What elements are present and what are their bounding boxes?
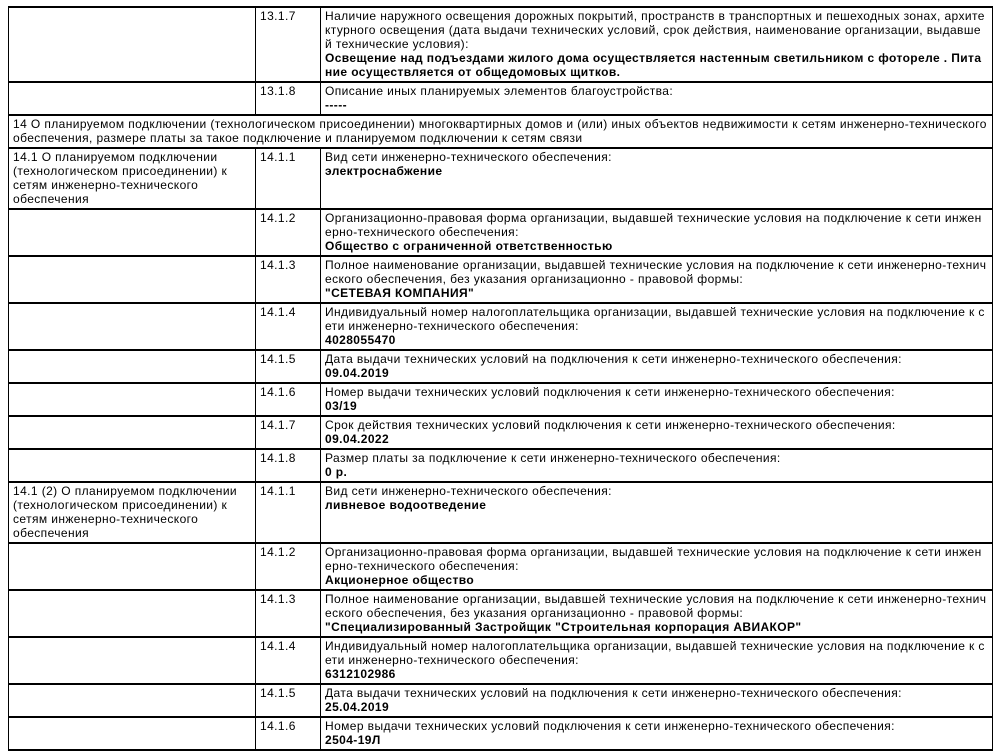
group-label-cell <box>9 684 256 717</box>
field-label: Вид сети инженерно-технического обеспечения: <box>325 484 612 498</box>
group-label-cell: 14.1 О планируемом подключении (технологическом присоединении) к сетям инженерно-технического обеспечения <box>9 148 256 209</box>
field-label: Полное наименование организации, выдавшей технические условия на подключение к сети инженерно-технического обеспечения, без указания организационно - правовой формы: <box>325 258 987 286</box>
item-content-cell <box>321 637 993 684</box>
group-label-cell <box>9 350 256 383</box>
item-content-cell <box>321 148 993 209</box>
table-row <box>9 637 993 684</box>
table-row <box>9 350 993 383</box>
field-value: 6312102986 <box>325 667 396 681</box>
table-row <box>9 148 993 209</box>
field-value: 2504-19Л <box>325 733 381 747</box>
field-label: Организационно-правовая форма организации, выдавшей технические условия на подключение к сети инженерно-технического обеспечения: <box>325 211 982 239</box>
declaration-table <box>8 6 993 751</box>
field-value: 03/19 <box>325 399 358 413</box>
field-label: Полное наименование организации, выдавшей технические условия на подключение к сети инженерно-технического обеспечения, без указания организационно - правовой формы: <box>325 592 987 620</box>
item-content-cell <box>321 350 993 383</box>
item-content-cell <box>321 482 993 543</box>
group-label-cell <box>9 303 256 350</box>
item-number-cell: 13.1.8 <box>256 82 321 115</box>
field-value: "Специализированный Застройщик "Строительная корпорация АВИАКОР" <box>325 620 802 634</box>
project-declaration-document <box>0 6 1000 747</box>
field-label: Наличие наружного освещения дорожных покрытий, пространств в транспортных и пешеходных зонах, архитектурного освещения (дата выдачи технических условий, срок действия, наименование организации, выдавшей технические условия): <box>325 9 985 51</box>
table-row <box>9 717 993 750</box>
group-label-cell <box>9 416 256 449</box>
item-number-cell: 14.1.4 <box>256 637 321 684</box>
field-value: 0 р. <box>325 465 348 479</box>
field-value: 4028055470 <box>325 333 396 347</box>
group-label-cell <box>9 449 256 482</box>
item-content-cell <box>321 256 993 303</box>
group-label-cell <box>9 82 256 115</box>
field-value: Общество с ограниченной ответственностью <box>325 239 613 253</box>
table-row <box>9 7 993 82</box>
item-number-cell: 14.1.5 <box>256 350 321 383</box>
item-content-cell <box>321 7 993 82</box>
item-number-cell: 14.1.7 <box>256 416 321 449</box>
field-label: Дата выдачи технических условий на подключения к сети инженерно-технического обеспечения: <box>325 352 902 366</box>
item-number-cell: 14.1.6 <box>256 717 321 750</box>
item-content-cell <box>321 416 993 449</box>
item-number-cell: 14.1.5 <box>256 684 321 717</box>
group-label-cell <box>9 717 256 750</box>
field-label: Индивидуальный номер налогоплательщика организации, выдавшей технические условия на подключение к сети инженерно-технического обеспечения: <box>325 639 985 667</box>
item-number-cell: 14.1.2 <box>256 543 321 590</box>
group-label-cell <box>9 590 256 637</box>
item-number-cell: 14.1.2 <box>256 209 321 256</box>
section-header-row <box>9 115 993 148</box>
item-content-cell <box>321 543 993 590</box>
item-content-cell <box>321 303 993 350</box>
field-label: Срок действия технических условий подключения к сети инженерно-технического обеспечения: <box>325 418 896 432</box>
table-row <box>9 383 993 416</box>
field-value: 09.04.2022 <box>325 432 390 446</box>
table-row <box>9 543 993 590</box>
table-row <box>9 209 993 256</box>
item-content-cell <box>321 590 993 637</box>
item-number-cell: 14.1.1 <box>256 148 321 209</box>
declaration-table-body <box>9 7 993 750</box>
group-label-cell <box>9 256 256 303</box>
table-row <box>9 482 993 543</box>
item-number-cell: 14.1.6 <box>256 383 321 416</box>
item-content-cell <box>321 82 993 115</box>
field-label: Индивидуальный номер налогоплательщика организации, выдавшей технические условия на подключение к сети инженерно-технического обеспечения: <box>325 305 985 333</box>
section-header: 14 О планируемом подключении (технологическом присоединении) многоквартирных домов и (или) иных объектов недвижимости к сетям инженерно-технического обеспечения, размере платы за такое подключение и планируемом подключении к сетям связи <box>9 115 993 148</box>
field-label: Размер платы за подключение к сети инженерно-технического обеспечения: <box>325 451 781 465</box>
field-value: 09.04.2019 <box>325 366 390 380</box>
item-content-cell <box>321 717 993 750</box>
field-value: Освещение над подъездами жилого дома осуществляется настенным светильником с фотореле . Питание осуществляется от общедомовых щитков. <box>325 51 982 79</box>
item-content-cell <box>321 209 993 256</box>
table-row <box>9 256 993 303</box>
table-row <box>9 416 993 449</box>
field-label: Описание иных планируемых элементов благоустройства: <box>325 84 674 98</box>
group-label-cell <box>9 383 256 416</box>
group-label-cell <box>9 209 256 256</box>
item-number-cell: 14.1.3 <box>256 590 321 637</box>
group-label-cell <box>9 543 256 590</box>
field-label: Организационно-правовая форма организации, выдавшей технические условия на подключение к сети инженерно-технического обеспечения: <box>325 545 982 573</box>
field-value: Акционерное общество <box>325 573 475 587</box>
group-label-cell <box>9 7 256 82</box>
table-row <box>9 590 993 637</box>
field-value: электроснабжение <box>325 164 443 178</box>
field-value: ----- <box>325 98 347 112</box>
field-value: 25.04.2019 <box>325 700 390 714</box>
item-number-cell: 14.1.8 <box>256 449 321 482</box>
table-row <box>9 449 993 482</box>
item-number-cell: 14.1.1 <box>256 482 321 543</box>
item-content-cell <box>321 449 993 482</box>
table-row <box>9 82 993 115</box>
field-label: Вид сети инженерно-технического обеспечения: <box>325 150 612 164</box>
item-content-cell <box>321 684 993 717</box>
table-row <box>9 303 993 350</box>
field-value: "СЕТЕВАЯ КОМПАНИЯ" <box>325 286 475 300</box>
group-label-cell <box>9 637 256 684</box>
group-label-cell: 14.1 (2) О планируемом подключении (технологическом присоединении) к сетям инженерно-технического обеспечения <box>9 482 256 543</box>
field-value: ливневое водоотведение <box>325 498 487 512</box>
field-label: Дата выдачи технических условий на подключения к сети инженерно-технического обеспечения: <box>325 686 902 700</box>
item-number-cell: 14.1.3 <box>256 256 321 303</box>
item-number-cell: 13.1.7 <box>256 7 321 82</box>
table-row <box>9 684 993 717</box>
field-label: Номер выдачи технических условий подключения к сети инженерно-технического обеспечения: <box>325 385 895 399</box>
field-label: Номер выдачи технических условий подключения к сети инженерно-технического обеспечения: <box>325 719 895 733</box>
item-content-cell <box>321 383 993 416</box>
item-number-cell: 14.1.4 <box>256 303 321 350</box>
